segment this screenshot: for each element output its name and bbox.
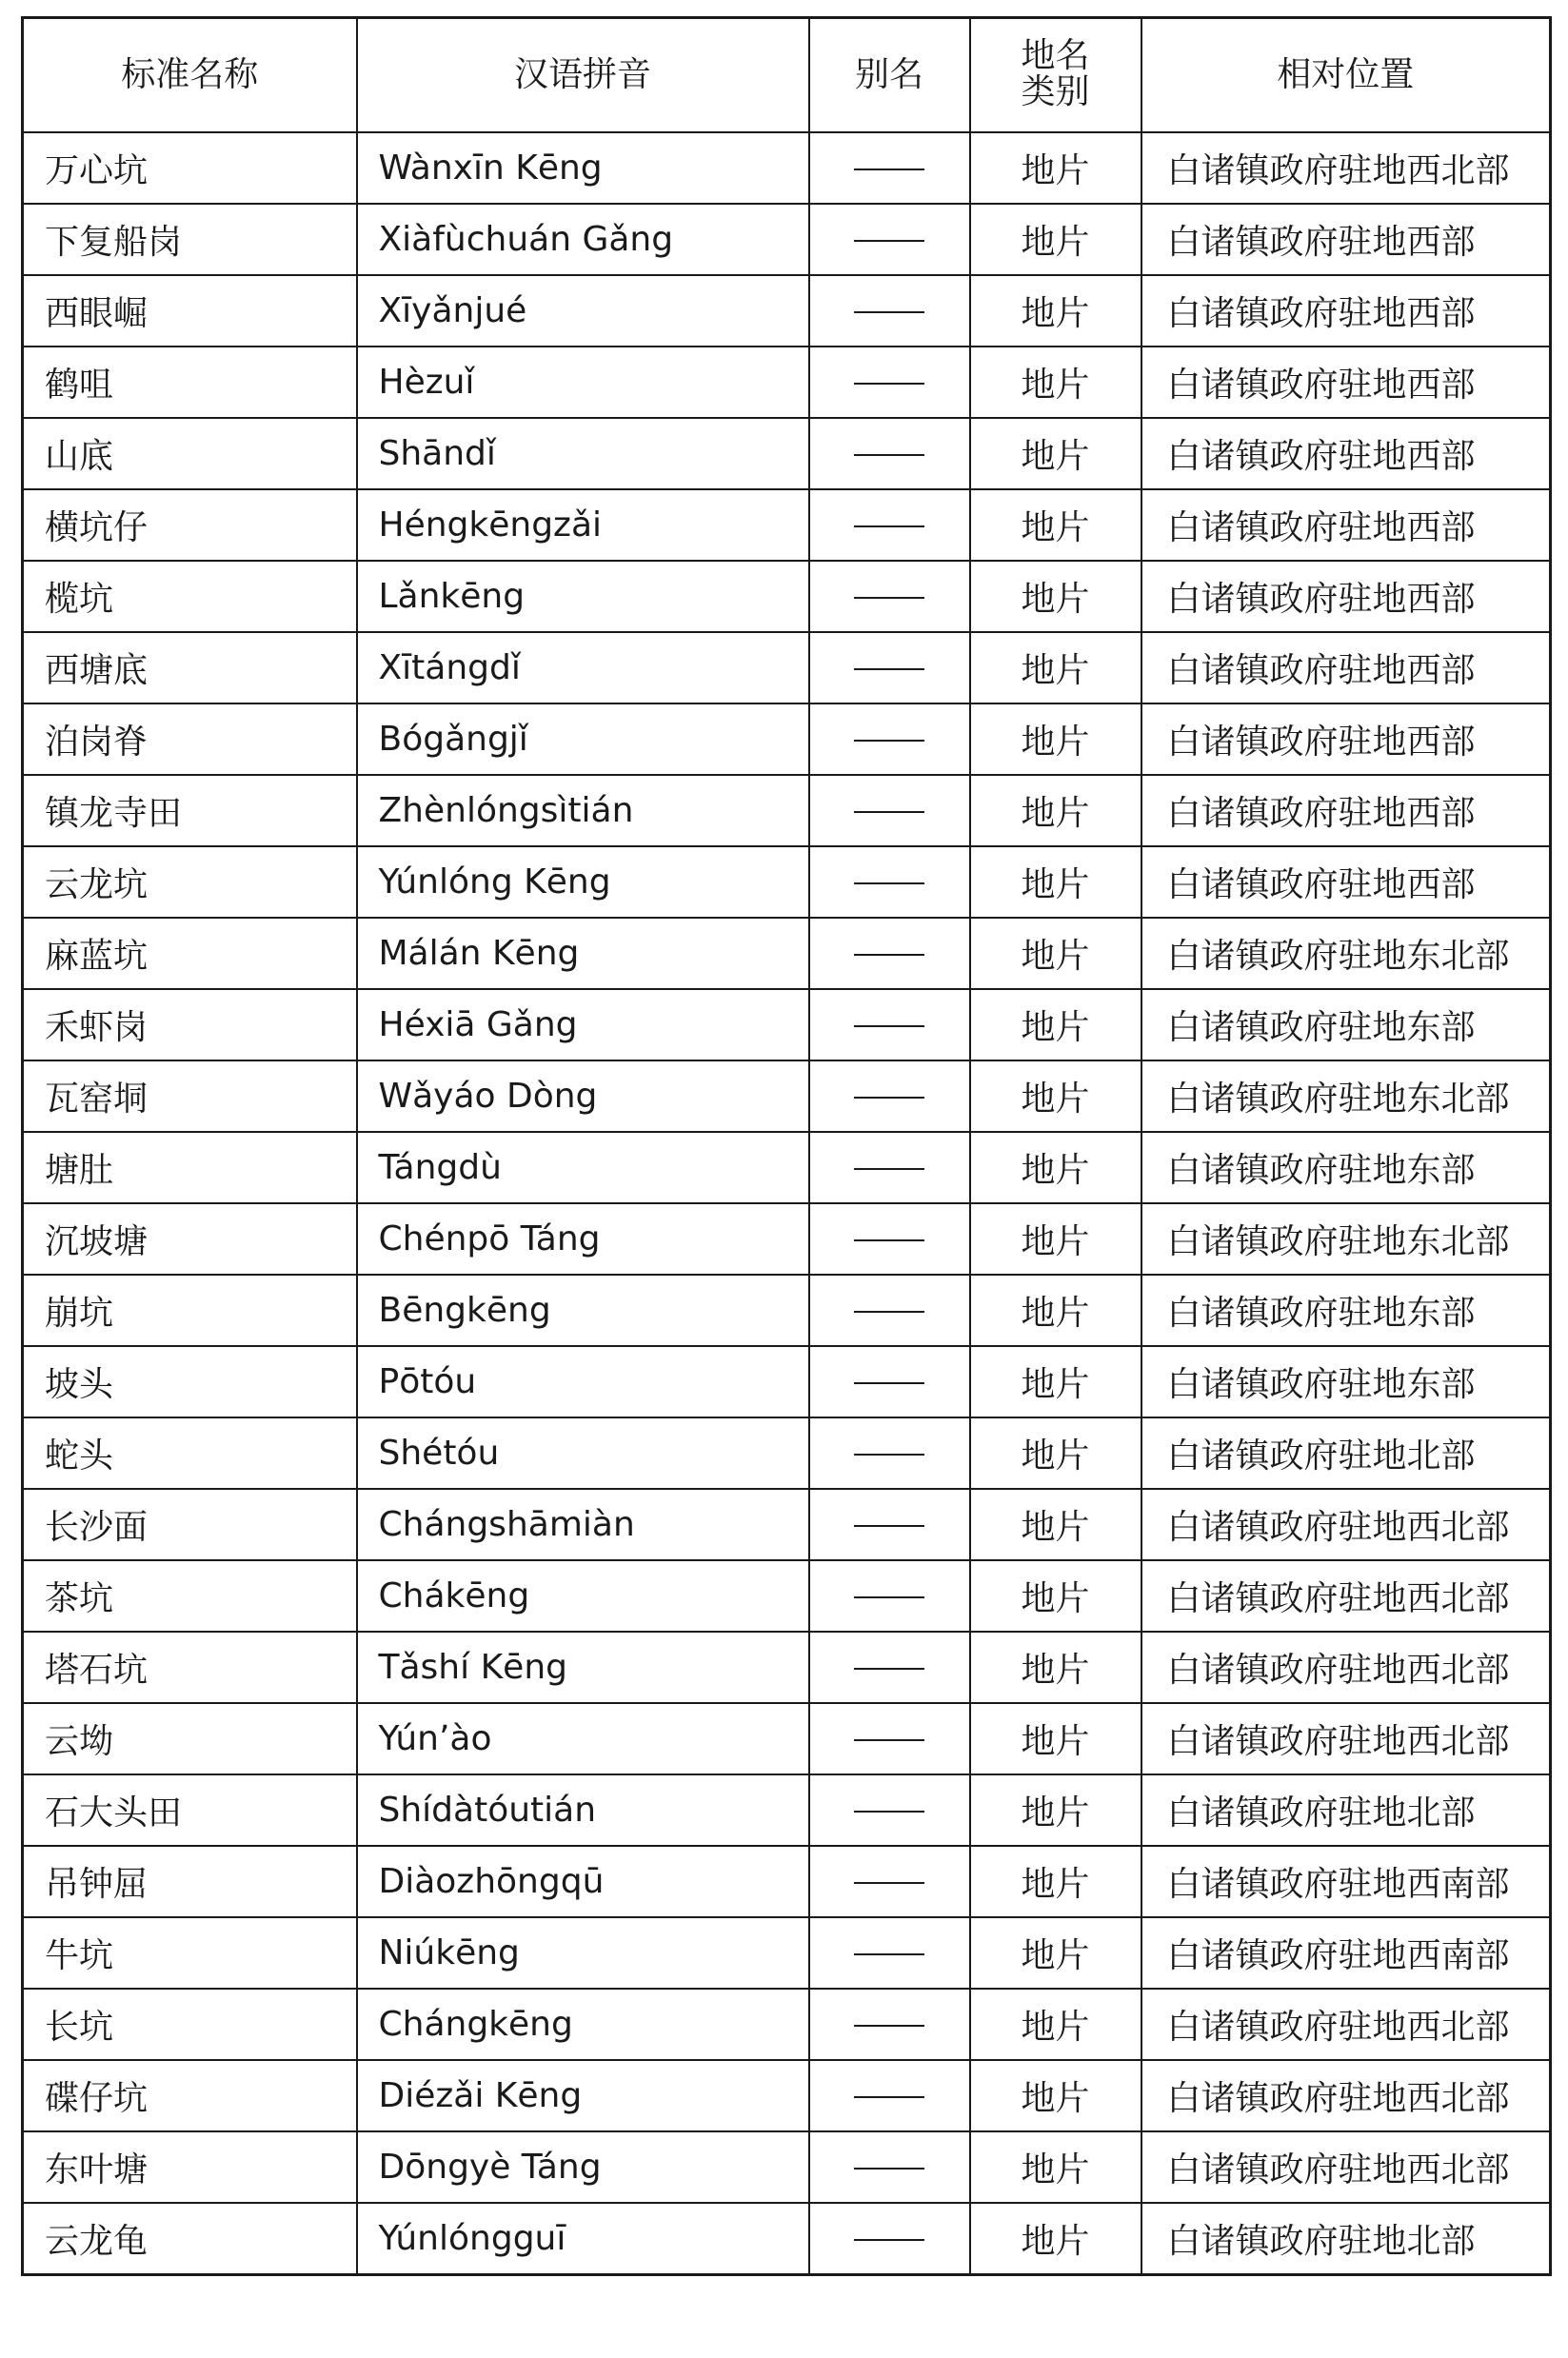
header-alias: 别名 [809,18,970,133]
cell-type: 地片 [970,132,1141,204]
cell-pinyin: Niúkēng [357,1917,809,1989]
alias-dash [854,383,924,385]
cell-standard-name: 万心坑 [23,132,357,204]
cell-relative-position: 白诸镇政府驻地东部 [1141,1275,1551,1346]
cell-relative-position: 白诸镇政府驻地西部 [1141,347,1551,418]
alias-text [924,363,925,364]
cell-pinyin: Shāndǐ [357,418,809,489]
cell-pinyin: Xītángdǐ [357,632,809,703]
alias-text [924,1933,925,1934]
cell-relative-position: 白诸镇政府驻地西北部 [1141,2060,1551,2131]
alias-dash [854,454,924,456]
alias-dash [854,811,924,813]
cell-pinyin: Wǎyáo Dòng [357,1060,809,1132]
alias-text [924,505,925,506]
cell-type: 地片 [970,846,1141,918]
cell-relative-position: 白诸镇政府驻地西北部 [1141,1989,1551,2060]
cell-alias [809,1703,970,1774]
table-row [23,2131,1551,2203]
table-row [23,2060,1551,2131]
alias-dash [854,597,924,599]
cell-relative-position: 白诸镇政府驻地东部 [1141,1346,1551,1417]
cell-pinyin: Zhènlóngsìtián [357,775,809,846]
cell-relative-position: 白诸镇政府驻地西部 [1141,632,1551,703]
cell-relative-position: 白诸镇政府驻地西部 [1141,561,1551,632]
cell-standard-name: 吊钟屈 [23,1846,357,1917]
cell-pinyin: Chángkēng [357,1989,809,2060]
table-row [23,1846,1551,1917]
cell-relative-position: 白诸镇政府驻地西北部 [1141,1560,1551,1632]
cell-pinyin: Héxiā Gǎng [357,989,809,1060]
alias-dash [854,1525,924,1527]
cell-type: 地片 [970,2060,1141,2131]
cell-type: 地片 [970,1132,1141,1203]
cell-type: 地片 [970,1203,1141,1275]
cell-alias [809,632,970,703]
cell-type: 地片 [970,632,1141,703]
cell-alias [809,561,970,632]
table-row [23,632,1551,703]
table-row [23,561,1551,632]
cell-pinyin: Tǎshí Kēng [357,1632,809,1703]
cell-pinyin: Xīyǎnjué [357,275,809,347]
alias-dash [854,240,924,242]
cell-alias [809,703,970,775]
cell-relative-position: 白诸镇政府驻地西部 [1141,489,1551,561]
cell-standard-name: 牛坑 [23,1917,357,1989]
cell-alias [809,989,970,1060]
alias-text [924,1719,925,1720]
alias-text [924,1434,925,1435]
alias-text [924,1505,925,1506]
table-row [23,918,1551,989]
alias-dash [854,1882,924,1884]
cell-alias [809,275,970,347]
cell-standard-name: 泊岗脊 [23,703,357,775]
table-row [23,1917,1551,1989]
cell-type: 地片 [970,1703,1141,1774]
table-row [23,132,1551,204]
cell-type: 地片 [970,1774,1141,1846]
cell-relative-position: 白诸镇政府驻地西部 [1141,275,1551,347]
cell-type: 地片 [970,918,1141,989]
header-type-line1: 地名 [1021,36,1090,75]
cell-alias [809,775,970,846]
alias-text [924,1362,925,1363]
cell-alias [809,1632,970,1703]
alias-text [924,2076,925,2077]
cell-alias [809,204,970,275]
header-type-label [1021,38,1089,110]
cell-pinyin: Chénpō Táng [357,1203,809,1275]
cell-pinyin: Shídàtóutián [357,1774,809,1846]
cell-alias [809,2203,970,2275]
cell-standard-name: 禾虾岗 [23,989,357,1060]
cell-relative-position: 白诸镇政府驻地西南部 [1141,1846,1551,1917]
alias-dash [854,1168,924,1170]
alias-dash [854,668,924,670]
header-type-line2: 类别 [1021,71,1090,111]
cell-standard-name: 长坑 [23,1989,357,2060]
table-row [23,1632,1551,1703]
cell-standard-name: 东叶塘 [23,2131,357,2203]
alias-dash [854,311,924,313]
alias-text [924,1291,925,1292]
cell-relative-position: 白诸镇政府驻地西北部 [1141,1703,1551,1774]
cell-type: 地片 [970,561,1141,632]
alias-text [924,220,925,221]
cell-alias [809,1560,970,1632]
table-row [23,347,1551,418]
cell-type: 地片 [970,418,1141,489]
cell-alias [809,1846,970,1917]
cell-type: 地片 [970,2131,1141,2203]
alias-text [924,934,925,935]
cell-pinyin: Chákēng [357,1560,809,1632]
alias-dash [854,2239,924,2241]
cell-alias [809,2060,970,2131]
cell-standard-name: 塘肚 [23,1132,357,1203]
cell-type: 地片 [970,1560,1141,1632]
alias-dash [854,740,924,742]
cell-pinyin: Bēngkēng [357,1275,809,1346]
cell-standard-name: 坡头 [23,1346,357,1417]
cell-alias [809,846,970,918]
cell-relative-position: 白诸镇政府驻地西南部 [1141,1917,1551,1989]
cell-relative-position: 白诸镇政府驻地东部 [1141,1132,1551,1203]
alias-text [924,1862,925,1863]
cell-alias [809,1346,970,1417]
cell-type: 地片 [970,1632,1141,1703]
table-row [23,1989,1551,2060]
cell-standard-name: 西塘底 [23,632,357,703]
alias-dash [854,2025,924,2027]
cell-pinyin: Diézǎi Kēng [357,2060,809,2131]
cell-alias [809,918,970,989]
cell-type: 地片 [970,703,1141,775]
table-row [23,989,1551,1060]
alias-text [924,1077,925,1078]
cell-alias [809,1489,970,1560]
alias-dash [854,168,924,170]
alias-text [924,791,925,792]
alias-dash [854,1025,924,1027]
cell-standard-name: 蛇头 [23,1417,357,1489]
cell-relative-position: 白诸镇政府驻地北部 [1141,1774,1551,1846]
cell-relative-position: 白诸镇政府驻地东北部 [1141,1203,1551,1275]
cell-alias [809,1060,970,1132]
cell-standard-name: 横坑仔 [23,489,357,561]
table-row [23,1060,1551,1132]
cell-alias [809,1989,970,2060]
cell-type: 地片 [970,489,1141,561]
table-row [23,1417,1551,1489]
cell-standard-name: 崩坑 [23,1275,357,1346]
cell-pinyin: Héngkēngzǎi [357,489,809,561]
cell-standard-name: 沉坡塘 [23,1203,357,1275]
alias-dash [854,1097,924,1099]
cell-pinyin: Bógǎngjǐ [357,703,809,775]
alias-dash [854,1382,924,1384]
alias-text [924,1576,925,1577]
header-type [970,18,1141,133]
cell-standard-name: 山底 [23,418,357,489]
cell-standard-name: 榄坑 [23,561,357,632]
cell-relative-position: 白诸镇政府驻地东北部 [1141,1060,1551,1132]
cell-relative-position: 白诸镇政府驻地西部 [1141,846,1551,918]
alias-dash [854,1811,924,1813]
cell-standard-name: 云龙坑 [23,846,357,918]
cell-type: 地片 [970,2203,1141,2275]
cell-type: 地片 [970,347,1141,418]
alias-dash [854,2096,924,2098]
cell-relative-position: 白诸镇政府驻地东北部 [1141,918,1551,989]
cell-alias [809,1203,970,1275]
cell-relative-position: 白诸镇政府驻地北部 [1141,2203,1551,2275]
alias-text [924,577,925,578]
table-header-row [23,18,1551,133]
cell-pinyin: Málán Kēng [357,918,809,989]
cell-pinyin: Yúnlóngguī [357,2203,809,2275]
cell-pinyin: Hèzuǐ [357,347,809,418]
cell-type: 地片 [970,1989,1141,2060]
cell-type: 地片 [970,1060,1141,1132]
alias-text [924,2148,925,2149]
alias-text [924,1791,925,1792]
cell-alias [809,1774,970,1846]
alias-dash [854,2168,924,2170]
cell-relative-position: 白诸镇政府驻地西部 [1141,418,1551,489]
cell-type: 地片 [970,1417,1141,1489]
table-row [23,275,1551,347]
cell-type: 地片 [970,1489,1141,1560]
cell-relative-position: 白诸镇政府驻地西部 [1141,703,1551,775]
cell-relative-position: 白诸镇政府驻地西北部 [1141,1632,1551,1703]
cell-alias [809,1417,970,1489]
cell-type: 地片 [970,1275,1141,1346]
cell-alias [809,347,970,418]
cell-pinyin: Diàozhōngqū [357,1846,809,1917]
table-row [23,1132,1551,1203]
cell-standard-name: 塔石坑 [23,1632,357,1703]
cell-type: 地片 [970,989,1141,1060]
table-row [23,703,1551,775]
alias-text [924,1648,925,1649]
cell-standard-name: 鹤咀 [23,347,357,418]
alias-text [924,1219,925,1220]
table-row [23,1489,1551,1560]
cell-alias [809,132,970,204]
alias-dash [854,954,924,956]
cell-type: 地片 [970,1917,1141,1989]
place-names-table [21,16,1552,2276]
table-row [23,204,1551,275]
cell-relative-position: 白诸镇政府驻地西北部 [1141,132,1551,204]
cell-relative-position: 白诸镇政府驻地西北部 [1141,1489,1551,1560]
header-standard-name: 标准名称 [23,18,357,133]
cell-standard-name: 云龙龟 [23,2203,357,2275]
cell-pinyin: Pōtóu [357,1346,809,1417]
cell-standard-name: 下复船岗 [23,204,357,275]
cell-alias [809,1132,970,1203]
cell-alias [809,1275,970,1346]
cell-pinyin: Chángshāmiàn [357,1489,809,1560]
table-row [23,846,1551,918]
table-body [23,132,1551,2275]
cell-type: 地片 [970,1846,1141,1917]
table-row [23,1346,1551,1417]
alias-text [924,1005,925,1006]
cell-standard-name: 茶坑 [23,1560,357,1632]
cell-standard-name: 石大头田 [23,1774,357,1846]
alias-text [924,2005,925,2006]
alias-dash [854,1596,924,1598]
alias-dash [854,1739,924,1741]
cell-standard-name: 镇龙寺田 [23,775,357,846]
cell-alias [809,418,970,489]
cell-relative-position: 白诸镇政府驻地北部 [1141,1417,1551,1489]
cell-relative-position: 白诸镇政府驻地西部 [1141,204,1551,275]
table-row [23,1275,1551,1346]
cell-standard-name: 西眼崛 [23,275,357,347]
alias-dash [854,525,924,527]
table-row [23,1560,1551,1632]
cell-relative-position: 白诸镇政府驻地东部 [1141,989,1551,1060]
table-row [23,1774,1551,1846]
cell-standard-name: 云坳 [23,1703,357,1774]
cell-standard-name: 碟仔坑 [23,2060,357,2131]
table-row [23,775,1551,846]
cell-pinyin: Yún’ào [357,1703,809,1774]
cell-pinyin: Shétóu [357,1417,809,1489]
table-row [23,1703,1551,1774]
cell-standard-name: 长沙面 [23,1489,357,1560]
header-relative-position: 相对位置 [1141,18,1551,133]
alias-dash [854,1953,924,1955]
alias-text [924,2219,925,2220]
table-row [23,418,1551,489]
alias-dash [854,1239,924,1241]
cell-pinyin: Tángdù [357,1132,809,1203]
table-row [23,489,1551,561]
alias-dash [854,1668,924,1670]
cell-type: 地片 [970,275,1141,347]
cell-relative-position: 白诸镇政府驻地西北部 [1141,2131,1551,2203]
cell-type: 地片 [970,1346,1141,1417]
alias-text [924,648,925,649]
cell-type: 地片 [970,204,1141,275]
cell-relative-position: 白诸镇政府驻地西部 [1141,775,1551,846]
alias-dash [854,1454,924,1456]
table-row [23,2203,1551,2275]
alias-dash [854,882,924,884]
cell-pinyin: Lǎnkēng [357,561,809,632]
cell-pinyin: Yúnlóng Kēng [357,846,809,918]
cell-standard-name: 麻蓝坑 [23,918,357,989]
table-row [23,1203,1551,1275]
alias-text [924,720,925,721]
cell-alias [809,2131,970,2203]
cell-type: 地片 [970,775,1141,846]
alias-dash [854,1311,924,1313]
cell-standard-name: 瓦窑垌 [23,1060,357,1132]
cell-alias [809,1917,970,1989]
cell-pinyin: Wànxīn Kēng [357,132,809,204]
alias-text [924,291,925,292]
alias-text [924,434,925,435]
header-pinyin: 汉语拼音 [357,18,809,133]
alias-text [924,1148,925,1149]
cell-pinyin: Dōngyè Táng [357,2131,809,2203]
alias-text [924,862,925,863]
cell-pinyin: Xiàfùchuán Gǎng [357,204,809,275]
cell-alias [809,489,970,561]
